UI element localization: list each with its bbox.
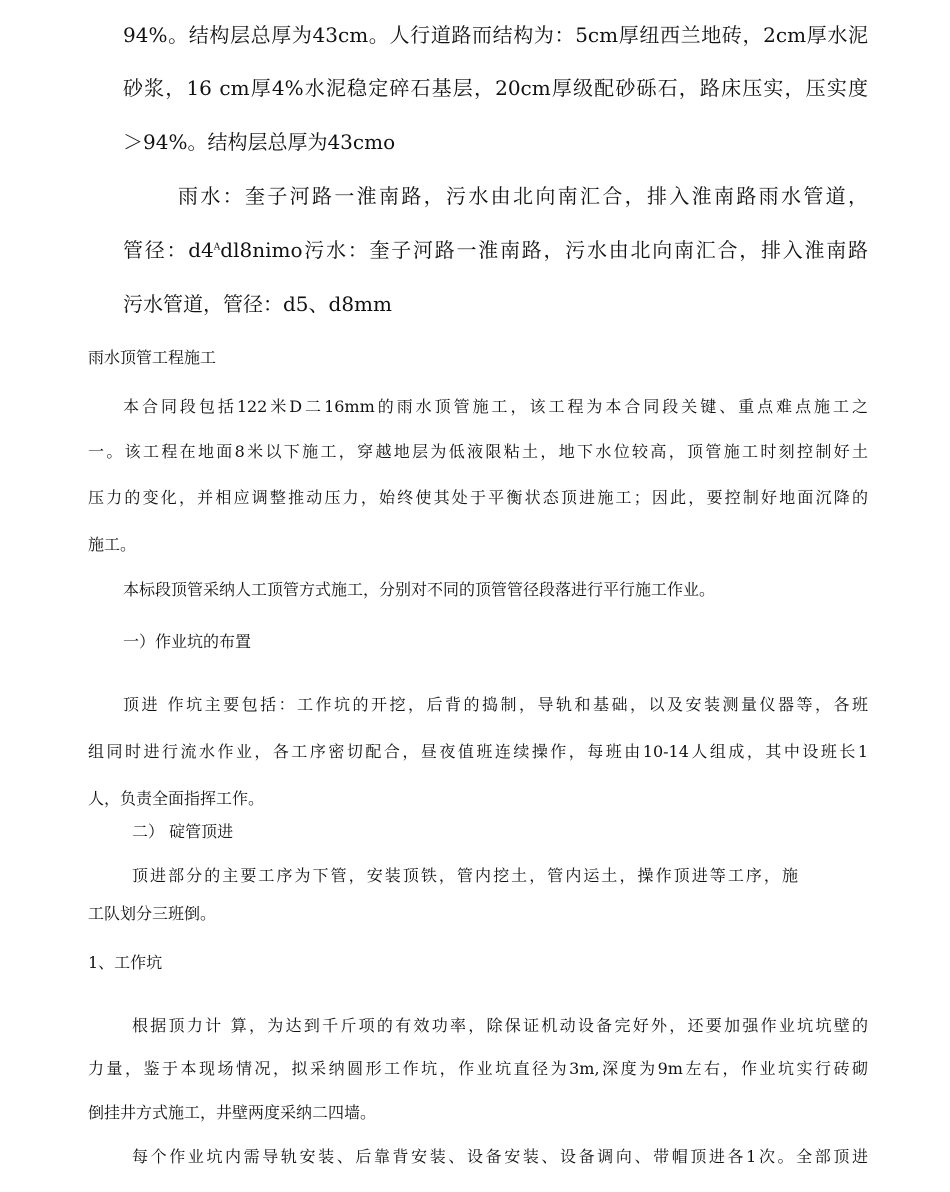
intro-line-3: ＞94%。结构层总厚为43cmo: [123, 130, 396, 154]
paragraph-4-line-2: 工队划分三班倒。: [88, 904, 217, 923]
paragraph-1-line-3: 压力的变化，并相应调整推动压力，始终使其处于平衡状态顶进施工；因此，要控制好地面沉降的: [88, 488, 868, 507]
intro-line-4: 雨水：奎子河路一淮南路，污水由北向南汇合，排入淮南路雨水管道，: [178, 184, 868, 208]
subheading-2: 二） 碇管顶进: [132, 822, 234, 841]
paragraph-5-line-2: 力量，鉴于本现场情况，拟采纳圆形工作坑，作业坑直径为3m,深度为9m左右，作业坑实行砖砌: [88, 1059, 868, 1078]
paragraph-5-line-3: 倒挂井方式施工，井壁两度采纳二四墙。: [88, 1103, 377, 1122]
intro-line-2: 砂浆，16 cm厚4%水泥稳定碎石基层，20cm厚级配砂砾石，路床压实，压实度: [123, 76, 868, 100]
paragraph-1-line-1: 本合同段包括122米D二16mm的雨水顶管施工，该工程为本合同段关键、重点难点施工之: [123, 397, 868, 416]
paragraph-3-line-1: 顶进 作坑主要包括：工作坑的开挖，后背的捣制，导轨和基础，以及安装测量仪器等，各班: [123, 695, 868, 714]
intro-line-5: [123, 240, 868, 260]
intro-line-6: 污水管道，管径：d5、d8mm: [123, 292, 392, 316]
intro-line-5-part-a: 管径：d4: [123, 238, 214, 262]
intro-line-5-sup: A: [213, 242, 221, 253]
paragraph-1-line-4: 施工。: [88, 535, 137, 554]
intro-line-1: 94%。结构层总厚为43cm。人行道路而结构为：5cm厚纽西兰地砖，2cm厚水泥: [123, 23, 868, 47]
paragraph-2: 本标段顶管采纳人工顶管方式施工，分别对不同的顶管管径段落进行平行施工作业。: [123, 580, 716, 599]
paragraph-3-line-3: 人，负责全面指挥工作。: [88, 789, 265, 808]
paragraph-6-line-1: 每个作业坑内需导轨安装、后靠背安装、设备安装、设备调向、带帽顶进各1次。全部顶进: [132, 1147, 868, 1166]
paragraph-5-line-1: 根据顶力计 算，为达到千斤项的有效功率，除保证机动设备完好外，还要加强作业坑坑壁的: [132, 1016, 868, 1035]
intro-line-5-part-b: dl8nimo污水：奎子河路一淮南路，污水由北向南汇合，排入淮南路: [220, 238, 868, 262]
paragraph-1-line-2: 一。该工程在地面8米以下施工，穿越地层为低液限粘土，地下水位较高，顶管施工时刻控制好土: [88, 442, 868, 461]
subheading-3: 1、工作坑: [88, 953, 163, 972]
paragraph-3-line-2: 组同时进行流水作业，各工序密切配合，昼夜值班连续操作，每班由10-14人组成，其中设班长1: [88, 742, 868, 761]
paragraph-4-line-1: 顶进部分的主要工序为下管，安装顶铁，管内挖土，管内运土，操作顶进等工序，施: [132, 866, 798, 885]
section-heading: 雨水顶管工程施工: [88, 348, 217, 367]
subheading-1: 一）作业坑的布置: [123, 632, 252, 651]
